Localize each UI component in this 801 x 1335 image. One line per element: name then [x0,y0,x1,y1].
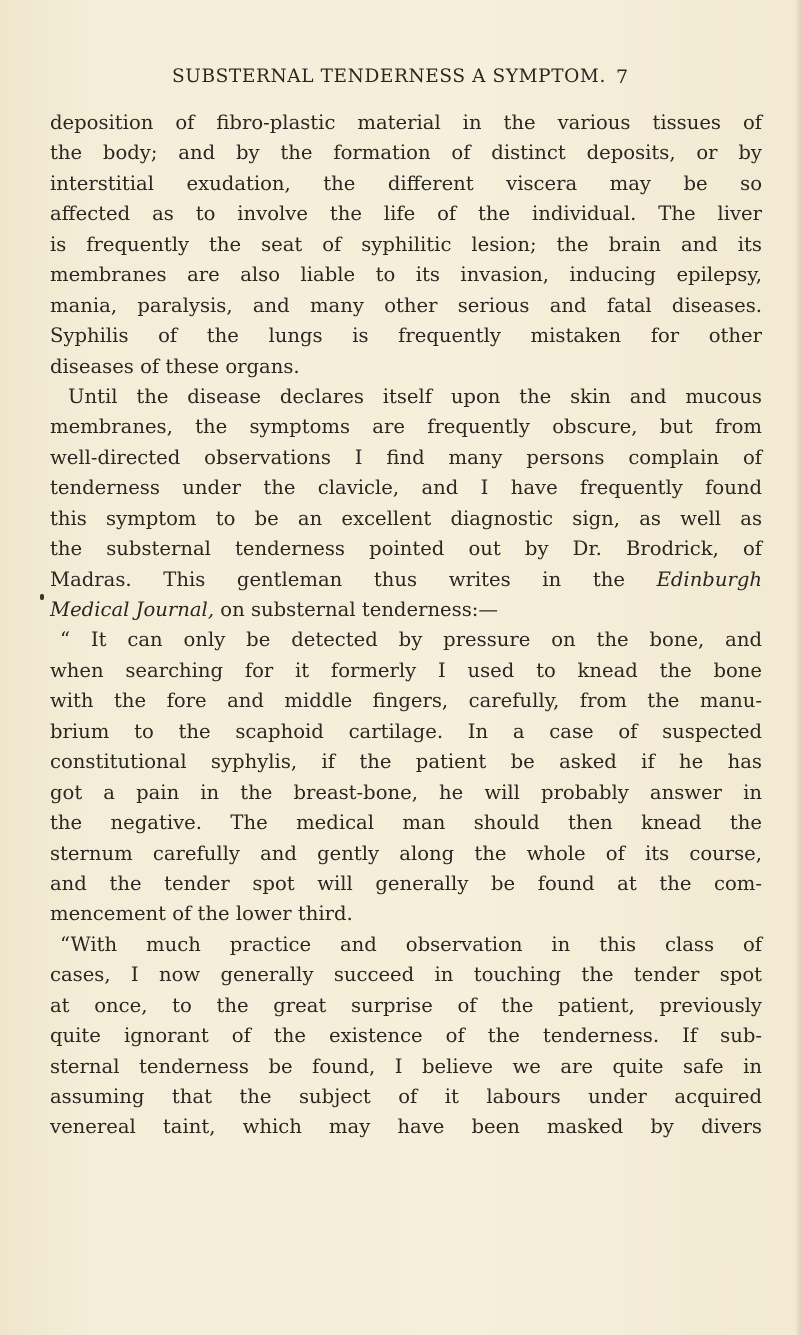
text-line: the negative. The medical man should then knead the [50,811,762,835]
text-line: and the tender spot will generally be found at the com- [50,871,762,895]
text-line-with-citation [50,595,762,625]
text-line: well-directed observations I find many persons complain of [50,445,762,469]
text-line: mania, paralysis, and many other serious and fatal diseases. [50,293,762,317]
text-line: Syphilis of the lungs is frequently mistaken for other [50,324,762,348]
text-line: the body; and by the formation of distinct deposits, or by [50,141,762,165]
text-line: affected as to involve the life of the individual. The liver [50,202,762,226]
text-line: the substernal tenderness pointed out by Dr. Brodrick, of [50,537,762,561]
text-line: constitutional syphylis, if the patient be asked if he has [50,750,762,774]
quote-start: “ It can only be detected by pressure on the bone, and [60,628,762,652]
paragraph-start: Until the disease declares itself upon the skin and mucous [68,384,762,408]
journal-title-part: Edinburgh [656,567,762,591]
text-line: mencement of the lower third. [50,902,353,926]
text-line: when searching for it formerly I used to knead the bone [50,658,762,682]
text-line: deposition of fibro-plastic material in the various tissues of [50,111,762,134]
text-line: sternal tenderness be found, I believe we are quite safe in [50,1054,762,1078]
page-number: 7 [616,66,629,88]
running-header [172,63,632,91]
text-line-with-citation [50,565,762,595]
text-line: assuming that the subject of it labours under acquired [50,1085,762,1108]
text-line: at once, to the great surprise of the patient, previously [50,993,762,1017]
text-segment: on substernal tenderness:— [220,598,498,621]
text-line: membranes, the symptoms are frequently obscure, but from [50,415,762,439]
text-line: sternum carefully and gently along the whole of its course, [50,841,762,865]
text-line: diseases of these organs. [50,354,300,378]
text-line: this symptom to be an excellent diagnostic sign, as well as [50,506,762,530]
text-line: cases, I now generally succeed in touching the tender spot [50,963,762,987]
text-segment: Madras. This gentleman thus writes in the [50,567,625,591]
journal-title-part: Medical Journal, [50,598,215,621]
body-text [50,108,762,1143]
text-line: tenderness under the clavicle, and I have frequently found [50,476,762,500]
page-edge-shadow [795,0,801,1335]
text-line: venereal taint, which may have been masked by divers [50,1115,762,1139]
text-line: interstitial exudation, the different viscera may be so [50,171,762,195]
text-line: is frequently the seat of syphilitic lesion; the brain and its [50,232,762,256]
text-line: with the fore and middle fingers, carefully, from the manu- [50,689,762,713]
ink-speck [40,594,44,600]
running-title: SUBSTERNAL TENDERNESS A SYMPTOM. [172,66,606,87]
text-line: got a pain in the breast-bone, he will probably answer in [50,780,762,804]
text-line: brium to the scaphoid cartilage. In a case of suspected [50,719,762,743]
text-line: quite ignorant of the existence of the tenderness. If sub- [50,1024,762,1048]
quote-paragraph-start: “With much practice and observation in this class of [60,932,762,956]
text-line: membranes are also liable to its invasion, inducing epilepsy, [50,263,762,287]
